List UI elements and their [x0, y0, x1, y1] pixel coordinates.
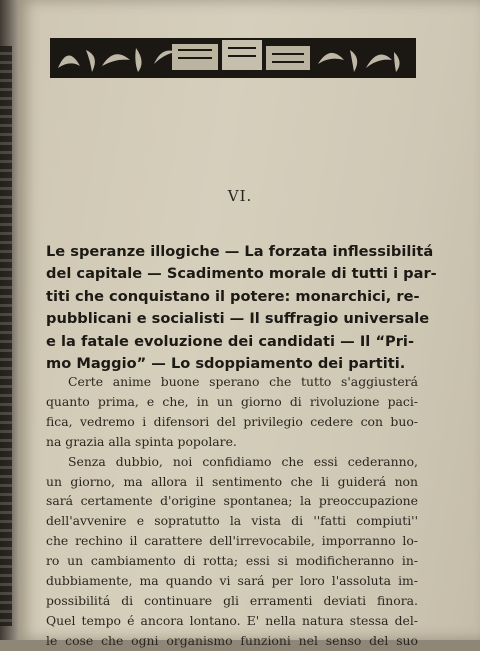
woodcut-header-ornament: [50, 28, 416, 80]
body-line: le cose che ogni organismo funzioni nel senso del suo: [46, 632, 418, 648]
body-line: na grazia alla spinta popolare.: [46, 433, 237, 449]
summary-line: e la fatale evoluzione dei candidati — Il “Pri-: [46, 332, 414, 350]
summary-line: titi che conquistano il potere: monarchici, re-: [46, 287, 420, 305]
body-text: [46, 372, 418, 651]
body-line: fica, vedremo i difensori del privilegio cedere con buo-: [46, 413, 418, 429]
summary-line: mo Maggio” — Lo sdoppiamento dei partiti.: [46, 355, 406, 373]
body-line: dell'avvenire e sopratutto la vista di ''fatti compiuti'': [46, 513, 418, 529]
body-line: sará certamente d'origine spontanea; la preoccupazione: [46, 493, 418, 509]
summary-line: Le speranze illogiche — La forzata inflessibilitá: [46, 243, 434, 260]
body-line: che rechino il carattere dell'irrevocabile, imporranno lo-: [46, 533, 418, 549]
body-line: ro un cambiamento di rotta; essi si modificheranno in-: [46, 553, 418, 569]
chapter-number: VI.: [227, 187, 253, 205]
summary-line: pubblicani e socialisti — Il suffragio universale: [46, 310, 430, 328]
facing-page-border: [0, 46, 12, 626]
body-line: Certe anime buone sperano che tutto s'aggiusterá: [68, 374, 418, 389]
facing-page-edge: [0, 0, 18, 640]
body-line: un giorno, ma allora il sentimento che li guiderá non: [46, 473, 418, 489]
chapter-summary: [46, 241, 437, 375]
body-line: dubbiamente, ma quando vi sará per loro l'assoluta im-: [46, 573, 418, 589]
body-line: Quel tempo é ancora lontano. E' nella natura stessa del-: [46, 612, 418, 628]
body-line: Senza dubbio, noi confidiamo che essi cederanno,: [68, 453, 418, 469]
summary-line: del capitale — Scadimento morale di tutti i par-: [46, 265, 437, 283]
body-line: possibilitá di continuare gli erramenti deviati finora.: [46, 592, 418, 608]
body-line: quanto prima, e che, in un giorno di rivoluzione paci-: [46, 393, 418, 409]
